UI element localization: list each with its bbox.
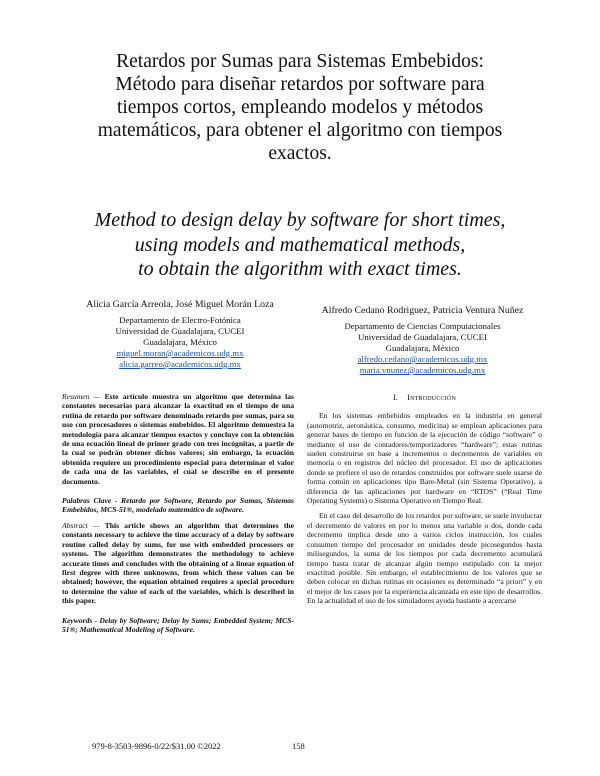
palabras-clave-paragraph [62,496,294,515]
abstract-label: Abstract — [62,520,100,530]
intro-paragraph-2: En el caso del desarrollo de los retardos por software, se suele involucrar el decremento de valores en por lo menos una variable o dos, donde cada decremento implica desde uno a varios ciclos instrucción, los cuales consumen tiempo del procesador en unidades desde picosegundos hasta milisegundos, la suma de los tiempos por cada decremento acumulará tiempo hasta tratar de alcanzar algún tiempo estipulado con la mejor exactitud posible. Sin embargo, el establecimiento de los valores que se deben colocar en dichas rutinas en ocasiones es determinado “a priori” y en el mejor de los casos por la experiencia alcanzada en este tipo de desarrollos. En la actualidad el uso de los simuladores ayuda bastante a acercarse [307,511,542,606]
abstract-paragraph [62,521,294,606]
author-univ: Universidad de Guadalajara, CUCEI [115,326,245,336]
author-city: Guadalajara, México [385,343,460,353]
title-en-line: to obtain the algorithm with exact times. [138,258,462,280]
keywords-label: Keywords - [62,615,98,625]
footer-isbn: 979-8-3503-9896-0/22/$31.00 ©2022 [92,741,221,751]
author-block-2 [300,305,545,376]
author-names: Alicia García Arreola, José Miguel Morán Loza [86,299,274,310]
title-english [50,208,550,282]
right-column [307,393,542,612]
abstract-text: This article shows an algorithm that determines the constants necessary to achieve the time accuracy of a delay by software routine called delay by sums, for use with embedded processors or systems. The algorithm demonstrates the methodology to achieve accurate times and concludes with the obtaining of a linear equation of first degree with three unknowns, from which these values can be obtained; however, the equation obtained requires a special procedure to determine the value of each of the variables, which is described in this paper. [62,520,294,606]
author-email-link[interactable]: maria.vnunez@academicos.udg.mx [359,365,486,375]
title-es-line: Método para diseñar retardos por software para [115,74,485,95]
title-en-line: Method to design delay by software for short times, [94,209,506,231]
author-block-1 [55,299,305,370]
footer-page-number: 158 [292,741,305,751]
section-heading [307,393,542,402]
author-city: Guadalajara, México [143,337,217,347]
author-names: Alfredo Cedano Rodriguez, Patricia Ventura Nuñez [321,305,524,316]
resumen-label: Resumen — [62,392,101,401]
left-column [62,392,294,640]
title-en-line: using models and mathematical methods, [134,233,466,256]
author-email-link[interactable]: alicia.garreo@academicos.udg.mx [119,359,241,369]
author-dept: Departamento de Ciencias Computacionales [344,321,501,331]
title-es-line: matemáticos, para obtener el algoritmo con tiempos [97,120,503,141]
palabras-label: Palabras Clave - [62,496,118,506]
keywords-paragraph [62,616,294,635]
section-numeral: I. [393,393,399,402]
palabras-text: Retardo por Software, Retardo por Sumas, Sistemas Embebidos, MCS-51®, modelado matemático de software. [62,496,294,515]
author-email-link[interactable]: alfredo.cedano@academicos.udg.mx [357,354,488,364]
title-spanish [60,50,540,165]
title-es-line: exactos. [268,143,332,164]
intro-paragraph-1: En los sistemas embebidos empleados en la industria en general (automotriz, aeronáutica, consumo, medicina) se emplean aplicaciones para generar bases de tiempo en función de la ejecución de código “software” o mediante el uso de contadores/temporizadores “hardware”; estas rutinas suelen construirse en base a incrementos o decrementos de variables en memoria o en registros del núcleo del procesador. El uso de aplicaciones donde se prefiere el uso de retardos construidos por software suele usarse de forma común en aplicaciones tipo Bare-Metal (sin Sistema Operativo), a diferencia de las aplicaciones por hardware en “RTOS” (“Real Time Operating Systems) o Sistema Operativo en Tiempo Real. [307,411,542,506]
resumen-text: Este artículo muestra un algoritmo que determina las constantes necesarias para alcanzar la exactitud en el tiempo de una rutina de retardo por software denominado retardo por sumas, para su uso con procesadores o sistemas embebidos. El algoritmo demuestra la metodología para alcanzar tiempos exactos y concluye con la obtención de una ecuación lineal de primer grado con tres incógnitas, a partir de la cual se podrán obtener dichos valores; sin embargo, la ecuación obtenida requiere un procedimiento especial para determinar el valor de cada una de las variables, el cual se describe en el presente documento. [62,392,294,486]
keywords-text: Delay by Software; Delay by Sums; Embedded System; MCS-51®; Mathematical Modeling of Software. [62,615,294,634]
title-es-line: Retardos por Sumas para Sistemas Embebidos: [116,51,484,72]
resumen-paragraph [62,392,294,486]
author-dept: Departamento de Electro-Fotónica [119,315,241,325]
title-es-line: tiempos cortos, empleando modelos y métodos [116,97,484,118]
author-univ: Universidad de Guadalajara, CUCEI [358,332,487,342]
author-email-link[interactable]: miguel.moran@academicos.udg.mx [116,348,244,358]
section-title: Introducción [407,393,456,402]
